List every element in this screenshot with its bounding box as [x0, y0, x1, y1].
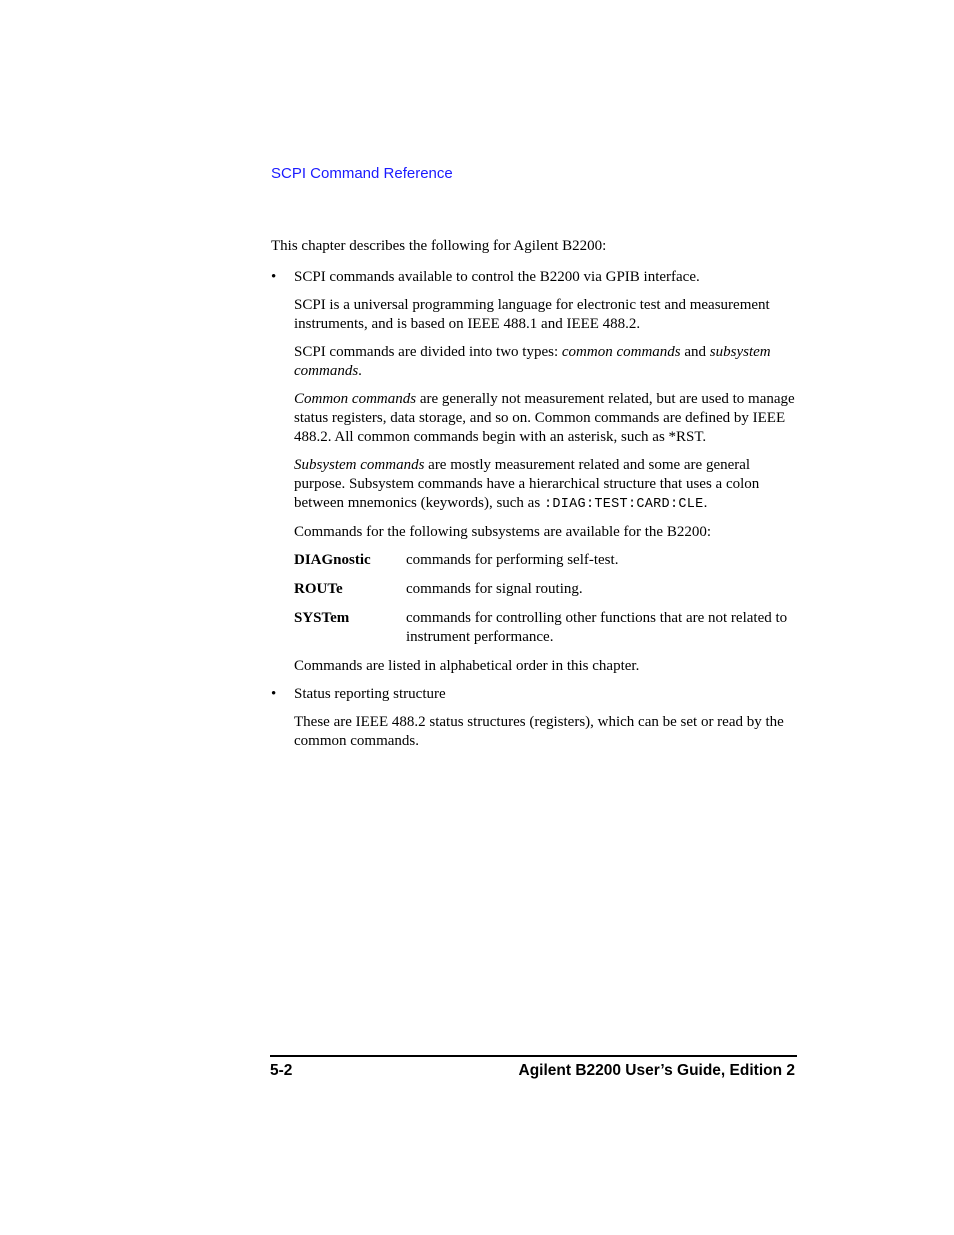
- scpi-description-paragraph: SCPI is a universal programming language for electronic test and measurement instruments, and is based on IEEE 488.1 and IEEE 488.2.: [294, 297, 770, 332]
- term-common-commands: Common commands: [294, 391, 417, 407]
- text-span: .: [703, 495, 708, 511]
- bullet-text: SCPI commands available to control the B2200 via GPIB interface.: [294, 269, 700, 285]
- subsystem-name: SYSTem: [294, 610, 350, 626]
- alphabetical-order-paragraph: Commands are listed in alphabetical order in this chapter.: [294, 658, 640, 674]
- status-structures-paragraph: These are IEEE 488.2 status structures (registers), which can be set or read by the common commands.: [294, 714, 784, 749]
- subsystem-row-system: [294, 609, 796, 647]
- footer-rule: [270, 1055, 797, 1057]
- subsystems-intro-paragraph: Commands for the following subsystems are available for the B2200:: [294, 524, 712, 540]
- page-number: 5-2: [270, 1062, 293, 1079]
- text-span: and: [680, 344, 710, 360]
- bullet-mark: •: [271, 686, 277, 702]
- subsystem-description: commands for signal routing.: [406, 581, 583, 597]
- text-span: SCPI commands are divided into two types:: [294, 344, 562, 360]
- text-span: are generally not measurement related, but are used to manage status registers, data storage, and so on. Common commands are defined by IEEE 488.2. All common commands begin with an asterisk, such as *RST.: [294, 391, 795, 445]
- term-subsystem-commands: Subsystem commands: [294, 457, 425, 473]
- chapter-body: [271, 237, 796, 760]
- bullet-mark: •: [271, 269, 277, 285]
- subsystem-description: commands for controlling other functions that are not related to instrument performance.: [406, 610, 788, 645]
- text-span: are mostly measurement related and some are general purpose. Subsystem commands have a hierarchical structure that uses a colon between mnemonics (keywords), such as: [294, 457, 760, 511]
- subsystem-row-diagnostic: [294, 551, 796, 570]
- text-span: .: [358, 363, 362, 379]
- subsystem-row-route: [294, 580, 796, 599]
- bullet-text: Status reporting structure: [294, 686, 446, 702]
- section-header-link[interactable]: SCPI Command Reference: [271, 165, 453, 182]
- intro-paragraph: This chapter describes the following for Agilent B2200:: [271, 238, 607, 254]
- guide-title: Agilent B2200 User’s Guide, Edition 2: [518, 1062, 795, 1079]
- common-commands-paragraph: [294, 390, 796, 447]
- bullet-status-reporting: [271, 685, 796, 704]
- subsystem-description: commands for performing self-test.: [406, 552, 619, 568]
- subsystem-commands-paragraph: [294, 456, 796, 514]
- subsystem-name: ROUTe: [294, 581, 343, 597]
- subsystem-name: DIAGnostic: [294, 552, 371, 568]
- command-types-paragraph: [294, 343, 796, 381]
- term-common-commands: common commands: [561, 344, 681, 360]
- command-example: :DIAG:TEST:CARD:CLE: [543, 497, 704, 512]
- term-subsystem-commands: subsystem commands: [294, 344, 771, 379]
- bullet-scpi-commands: [271, 268, 796, 287]
